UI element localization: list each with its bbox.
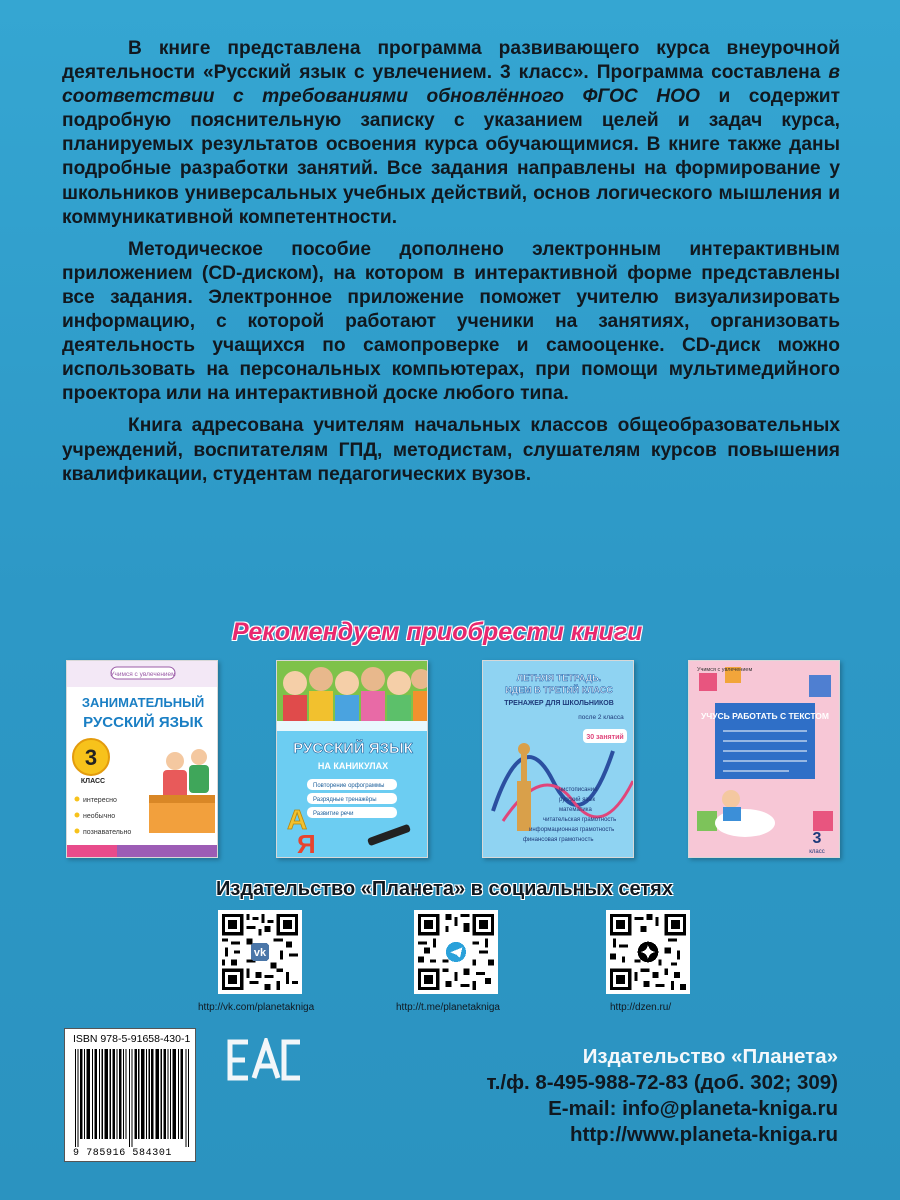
publisher-name: Издательство «Планета»: [582, 1045, 838, 1068]
book-1-illustration: [67, 661, 218, 858]
description-paragraph-1: [62, 37, 840, 230]
book-1-grade: 3: [84, 745, 98, 770]
book-1-bullet-3: познавательно: [83, 829, 132, 836]
book-2-illustration: [277, 661, 428, 858]
telegram-url[interactable]: http://t.me/planetakniga: [396, 1002, 500, 1013]
book-1-title-line2: РУССКИЙ ЯЗЫК: [83, 714, 203, 731]
book-2-title-line2: НА КАНИКУЛАХ: [317, 761, 389, 771]
book-1-series: Учимся с увлечением: [110, 671, 176, 678]
isbn-label: ISBN 978-5-91658-430-1: [73, 1033, 191, 1045]
book-cover-1: [66, 660, 218, 858]
paragraph-1-emphasis: в соответствии с требованиями обновлённого ФГОС НОО: [62, 62, 840, 108]
publisher-website[interactable]: http://www.planeta-kniga.ru: [569, 1123, 838, 1146]
book-3-after: после 2 класса: [578, 714, 624, 721]
recommended-books: [0, 660, 900, 860]
book-1-title-line1: ЗАНИМАТЕЛЬНЫЙ: [81, 695, 205, 710]
description-paragraph-2: Методическое пособие дополнено электронным интерактивным приложением (CD-диском), на котором в интерактивной форме представлены все задания. Электронное приложение поможет учителю визуализировать информацию, с которой работают ученики на занятиях, организовать деятельность учащихся по самопроверке и самооценке. CD-диск можно использовать на персональных компьютерах, при помощи мультимедийного проектора или на интерактивной доске любого типа.: [62, 238, 840, 405]
book-cover-2: [276, 660, 428, 858]
isbn-barcode-box: [64, 1028, 196, 1162]
vk-url[interactable]: http://vk.com/planetakniga: [198, 1002, 315, 1013]
book-1-bullet-1: интересно: [83, 797, 117, 804]
book-cover-4: [688, 660, 840, 858]
svg-text:vk: vk: [253, 946, 267, 959]
book-1-grade-word: КЛАСС: [80, 778, 106, 785]
qr-code-vk[interactable]: [218, 910, 302, 994]
book-cover-3: [482, 660, 634, 858]
paragraph-1-part-3: и содержит подробную пояснительную записку с указанием целей и задач курса, планируемых результатов освоения курса обучающимися. В книге также даны подробные разработки занятий. Все задания направлены на формирование у школьников универсальных учебных действий, основ логического мышления и коммуникативной компетентности.: [62, 86, 840, 228]
book-2-title-line1: РУССКИЙ ЯЗЫК: [293, 740, 413, 757]
publisher-phone: т./ф. 8-495-988-72-83 (доб. 302; 309): [486, 1071, 838, 1094]
book-3-lessons: 30 занятий: [586, 734, 624, 741]
book-3-bullet-5: информационная грамотность: [529, 827, 615, 833]
book-3-bullet-3: математика: [559, 807, 592, 813]
description-text: [62, 37, 840, 487]
qr-code-telegram[interactable]: [414, 910, 498, 994]
dzen-url[interactable]: http://dzen.ru/: [610, 1002, 672, 1013]
book-4-grade-word: класс: [809, 849, 825, 855]
book-3-subtitle: ТРЕНАЖЕР ДЛЯ ШКОЛЬНИКОВ: [504, 700, 614, 707]
book-4-grade: 3: [812, 830, 822, 847]
book-3-bullet-2: русский язык: [559, 797, 596, 803]
isbn-barcode-digits: 9 785916 584301: [73, 1148, 173, 1159]
recommend-heading: Рекомендуем приобрести книги: [232, 618, 643, 646]
publisher-contacts: [398, 1044, 838, 1148]
book-3-title-line2: ИДЕМ В ТРЕТИЙ КЛАСС: [505, 685, 613, 695]
book-2-bullet-1: Повторение орфограммы: [313, 783, 385, 789]
qr-pattern-telegram: [418, 914, 494, 990]
barcode-bars: [73, 1049, 191, 1147]
book-4-series: Учимся с увлечением: [697, 667, 753, 673]
book-2-letter-a: А: [287, 804, 308, 835]
qr-code-dzen[interactable]: [606, 910, 690, 994]
qr-pattern-dzen: [610, 914, 686, 990]
paragraph-1-part-1: В книге представлена программа развивающего курса внеурочной деятельности «Русский язык с увлечением. 3 класс». Программа составлена: [62, 38, 840, 84]
book-2-bullet-3: Развитие речи: [313, 811, 354, 817]
book-3-bullet-4: читательская грамотность: [543, 817, 617, 823]
book-2-letter-ya: Я: [297, 829, 316, 858]
book-3-title-line1: ЛЕТНЯЯ ТЕТРАДЬ.: [516, 673, 602, 683]
book-1-bullet-2: необычно: [83, 813, 116, 820]
publisher-email[interactable]: E-mail: info@planeta-kniga.ru: [548, 1097, 838, 1120]
book-3-illustration: [483, 661, 634, 858]
book-3-bullet-6: финансовая грамотность: [523, 837, 594, 843]
description-paragraph-3: Книга адресована учителям начальных классов общеобразовательных учреждений, воспитателям ГПД, методистам, слушателям курсов повышения квалификации, студентам педагогических вузов.: [62, 415, 840, 485]
social-heading: Издательство «Планета» в социальных сетях: [216, 878, 673, 900]
eac-mark-text: EAC: [226, 1038, 229, 1039]
qr-pattern-vk: [222, 914, 298, 990]
eac-conformity-mark: [226, 1038, 302, 1082]
book-4-illustration: [689, 661, 840, 858]
book-2-bullet-2: Разрядные тренажёры: [313, 797, 377, 803]
book-3-bullet-1: чистописание: [559, 787, 598, 793]
book-4-title: УЧУСЬ РАБОТАТЬ С ТЕКСТОМ: [700, 711, 830, 721]
